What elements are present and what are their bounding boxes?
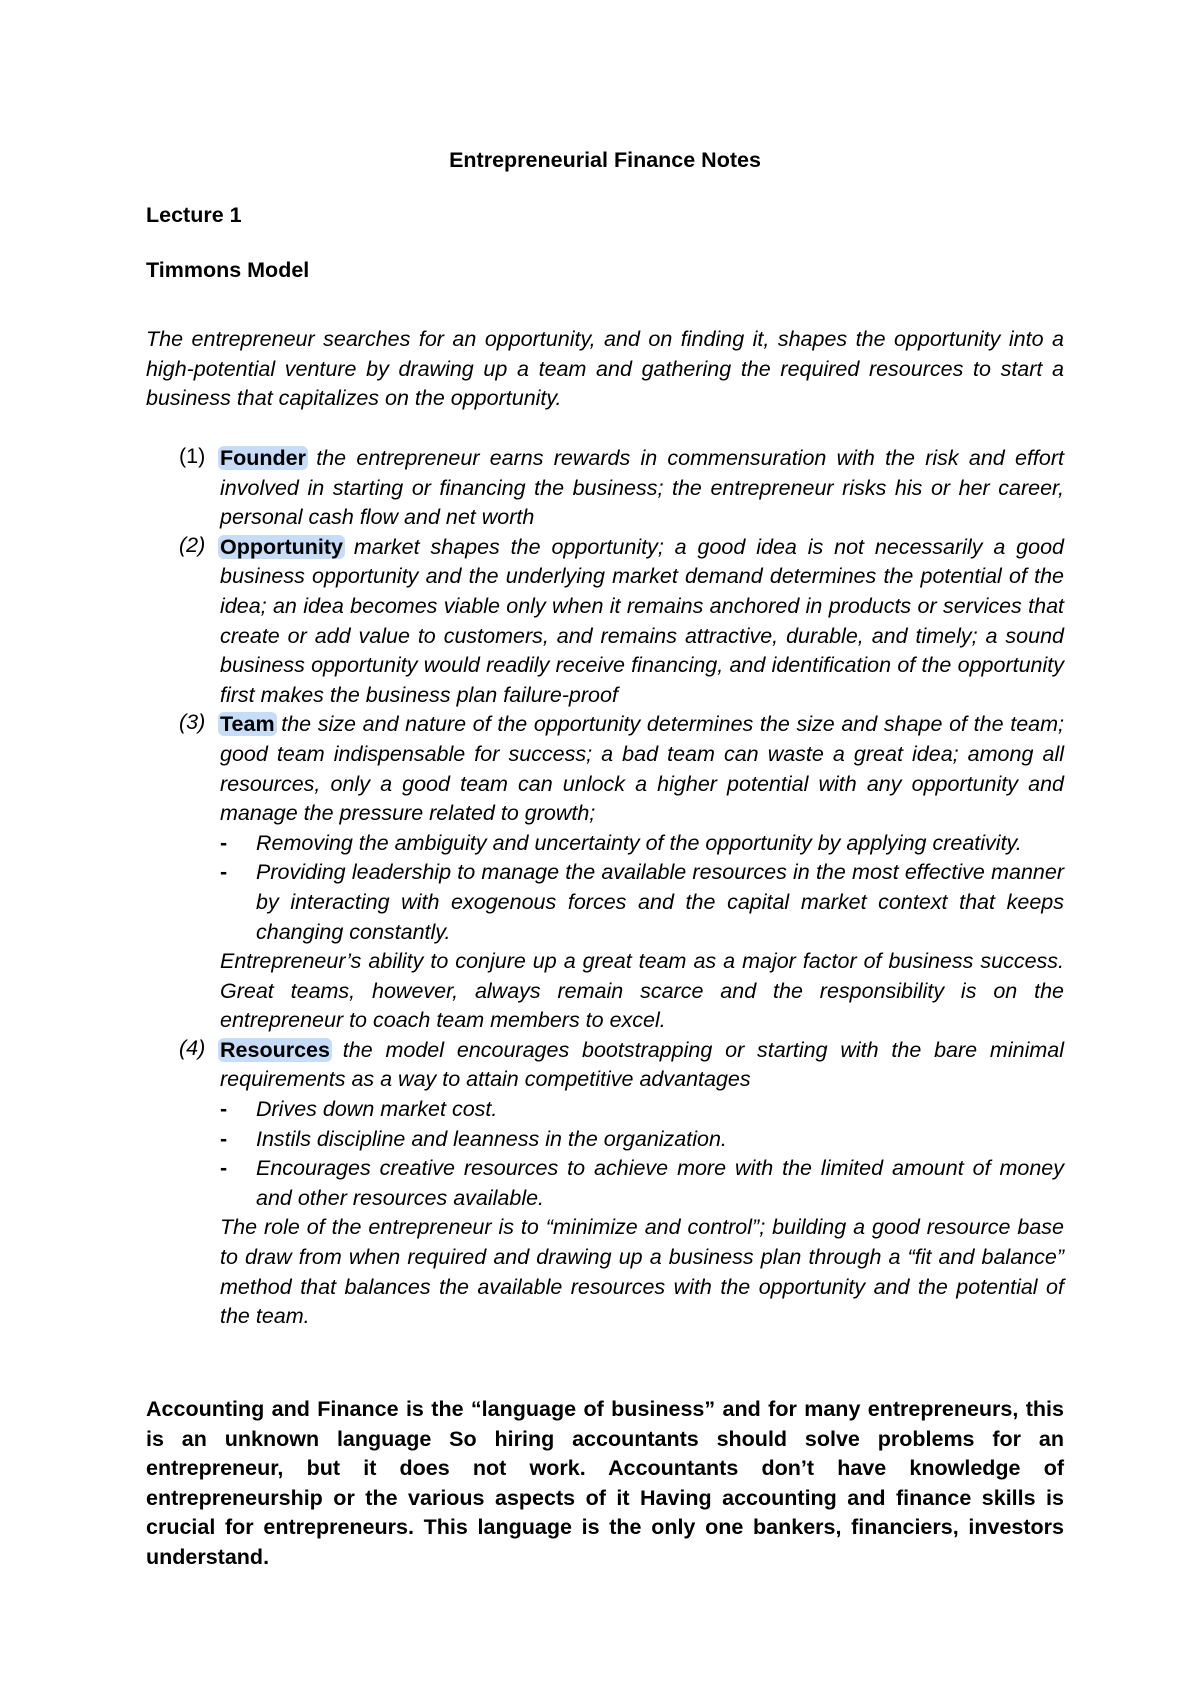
bullet-item: - Providing leadership to manage the available resources in the most effective manner by interacting with exogenous forces and the capital market context that keeps changing constantly.: [220, 860, 1064, 944]
finance-text: is the “language of business” and for many entrepreneurs, this is an unknown language So hiring accountants should solve problems for an entrepreneur, but it does not work. Accountants don’t have knowledge of entrepreneurship or the various aspects of it Having accounting and finance skills is crucial for entrepreneurs. This language is the only one bankers, financiers, investors understand.: [146, 1397, 1064, 1569]
section-heading: Timmons Model: [146, 258, 310, 282]
bullet-item: - Encourages creative resources to achieve more with the limited amount of money and other resources available.: [220, 1156, 1064, 1210]
list-item-resources: [146, 1036, 1064, 1332]
bullet-item: - Removing the ambiguity and uncertainty of the opportunity by applying creativity.: [220, 830, 1022, 855]
bullet-item: - Instils discipline and leanness in the organization.: [220, 1126, 727, 1151]
item-text: the size and nature of the opportunity determines the size and shape of the team; good team indispensable for success; a bad team can waste a great idea; among all resources, only a good team can unlock a higher potential with any opportunity and manage the pressure related to growth;: [220, 712, 1064, 826]
intro-paragraph: The entrepreneur searches for an opportunity, and on finding it, shapes the opportunity into a high-potential venture by drawing up a team and gathering the required resources to start a business that capitalizes on the opportunity.: [146, 327, 1064, 411]
list-item-team: [146, 710, 1064, 1036]
team-bullets: [220, 829, 1064, 947]
keyword-opportunity: Opportunity: [220, 534, 344, 559]
item-text: the model encourages bootstrapping or starting with the bare minimal requirements as a way to attain competitive advantages: [220, 1037, 1064, 1092]
finance-paragraph: [146, 1395, 1064, 1573]
keyword-team: Team: [220, 712, 275, 737]
list-item-founder: [146, 444, 1064, 533]
bullet-item: - Drives down market cost.: [220, 1097, 498, 1122]
keyword-resources: Resources: [220, 1037, 330, 1062]
lecture-heading: Lecture 1: [146, 203, 242, 227]
keyword-accounting-finance: Accounting and Finance: [146, 1397, 399, 1421]
document-title: Entrepreneurial Finance Notes: [449, 148, 761, 172]
item-number: (4): [179, 1035, 206, 1060]
list-item-opportunity: [146, 533, 1064, 711]
item-text: market shapes the opportunity; a good idea is not necessarily a good business opportunity and the underlying market demand determines the potential of the idea; an idea becomes viable only when it remains anchored in products or services that create or add value to customers, and remains attractive, durable, and timely; a sound business opportunity would readily receive financing, and identification of the opportunity first makes the business plan failure-proof: [220, 534, 1064, 707]
resources-summary: The role of the entrepreneur is to “minimize and control”; building a good resource base to draw from when required and drawing up a business plan through a “fit and balance” method that balances the available resources with the opportunity and the potential of the team.: [220, 1215, 1064, 1329]
resources-bullets: [220, 1095, 1064, 1213]
keyword-founder: Founder: [220, 446, 306, 470]
item-number: (3): [179, 710, 206, 735]
item-number: (2): [179, 532, 206, 557]
model-components-list: [146, 444, 1064, 1332]
item-number: (1): [179, 444, 206, 468]
team-summary: Entrepreneur’s ability to conjure up a great team as a major factor of business success. Great teams, however, always remain scarce and the responsibility is on the entrepreneur to coach team members to excel.: [220, 949, 1064, 1033]
item-text: the entrepreneur earns rewards in commensuration with the risk and effort involved in starting or financing the business; the entrepreneur risks his or her career, personal cash flow and net worth: [220, 446, 1064, 530]
